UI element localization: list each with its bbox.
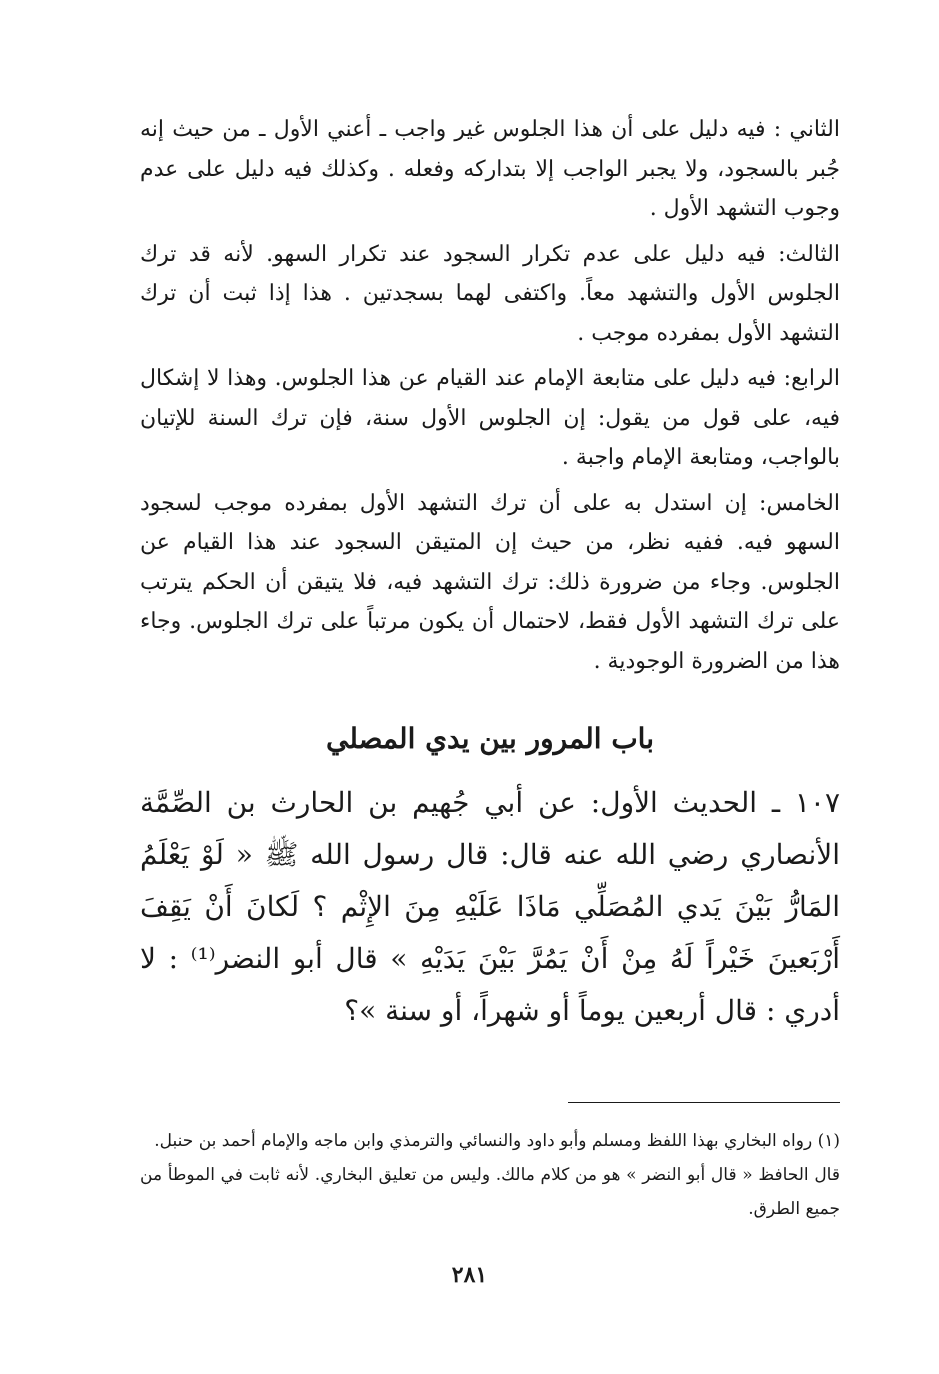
footnotes bbox=[140, 1124, 840, 1226]
page-number: ٢٨١ bbox=[451, 1262, 488, 1288]
footnote-divider bbox=[568, 1102, 840, 1103]
paragraph-second: الثاني : فيه دليل على أن هذا الجلوس غير واجب ـ أعني الأول ـ من حيث إنه جُبر بالسجود، ولا يجبر الواجب إلا بتداركه وفعله . وكذلك فيه دليل على عدم وجوب التشهد الأول . bbox=[140, 117, 840, 221]
footnote-1-continuation: قال الحافظ « قال أبو النضر » هو من كلام مالك. وليس من تعليق البخاري. لأنه ثابت في الموطأ من جميع الطرق. bbox=[140, 1165, 840, 1219]
main-text bbox=[140, 110, 840, 1037]
footnote-1: (١) رواه البخاري بهذا اللفظ ومسلم وأبو داود والنسائي والترمذي وابن ماجه والإمام أحمد بن حنبل. bbox=[154, 1131, 840, 1151]
paragraph-fifth: الخامس: إن استدل به على أن ترك التشهد الأول بمفرده موجب لسجود السهو فيه. ففيه نظر، من حيث إن المتيقن السجود عند هذا القيام عن الجلوس. وجاء من ضرورة ذلك: ترك التشهد فيه، فلا يتيقن أن الحكم يترتب على ترك التشهد الأول فقط، لاحتمال أن يكون مرتباً على ترك الجلوس. وجاء هذا من الضرورة الوجودية . bbox=[140, 490, 840, 674]
section-title: باب المرور بين يدي المصلي bbox=[325, 722, 654, 755]
paragraph-third: الثالث: فيه دليل على عدم تكرار السجود عند تكرار السهو. لأنه قد ترك الجلوس الأول والتشهد معاً. واكتفى لهما بسجدتين . هذا إذا ثبت أن ترك التشهد الأول بمفرده موجب . bbox=[140, 241, 840, 346]
hadith-text: ١٠٧ ـ الحديث الأول: عن أبي جُهيم بن الحارث بن الصِّمَّة الأنصاري رضي الله عنه قال: قال رسول الله ﷺ « لَوْ يَعْلَمُ المَارُّ بَيْنَ يَدي المُصَلِّي مَاذَا عَلَيْهِ مِنَ الإِثْم ؟ لَكانَ أَنْ يَقِفَ أَرْبَعينَ خَيْراً لَهُ مِنْ أَنْ يَمُرَّ بَيْنَ يَدَيْهِ » قال أبو النضر⁽¹⁾ : لا أدري : قال أربعين يوماً أو شهراً، أو سنة »؟ bbox=[140, 786, 840, 1027]
paragraph-fourth: الرابع: فيه دليل على متابعة الإمام عند القيام عن هذا الجلوس. وهذا لا إشكال فيه، على قول من يقول: إن الجلوس الأول سنة، فإن ترك السنة للإتيان بالواجب، ومتابعة الإمام واجبة . bbox=[140, 366, 840, 470]
